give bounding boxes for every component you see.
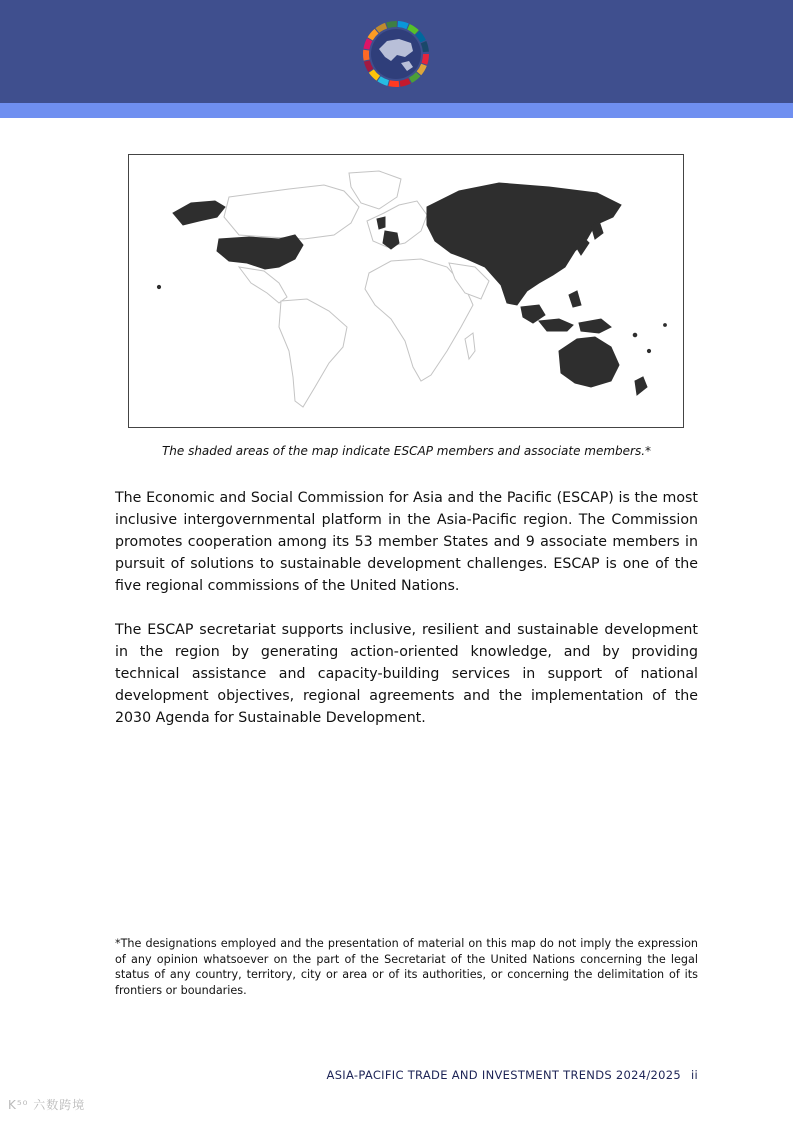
map-disclaimer-footnote: *The designations employed and the presentation of material on this map do not imply the expression of any opinion whatsoever on the part of the Secretariat of the United Nations concerning the legal status of any country, territory, city or area or of its authorities, or concerning the delimitation of its frontiers or boundaries. [115, 937, 698, 997]
escap-globe-logo-icon [361, 19, 431, 89]
paragraph-escap-overview: The Economic and Social Commission for Asia and the Pacific (ESCAP) is the most inclusive intergovernmental platform in the Asia-Pacific region. The Commission promotes cooperation among its 53 member States and 9 associate members in pursuit of solutions to sustainable development challenges. ESCAP is one of the five regional commissions of the United Nations. [115, 490, 698, 594]
header-stripe [0, 103, 793, 118]
escap-member-map [128, 154, 684, 428]
world-map-icon [129, 155, 683, 427]
watermark-text: K⁵⁰ 六数跨境 [8, 1098, 86, 1112]
page-footer [327, 1068, 698, 1082]
footer-report-title: ASIA-PACIFIC TRADE AND INVESTMENT TRENDS 2024/2025 [326, 1068, 682, 1082]
paragraph-secretariat: The ESCAP secretariat supports inclusive, resilient and sustainable development in the region by generating action-oriented knowledge, and by providing technical assistance and capacity-building services in support of national development objectives, regional agreements and the implementation of the 2030 Agenda for Sustainable Development. [115, 622, 698, 726]
footer-page-number: ii [691, 1068, 698, 1082]
map-caption: The shaded areas of the map indicate ESCAP members and associate members.* [161, 444, 652, 458]
